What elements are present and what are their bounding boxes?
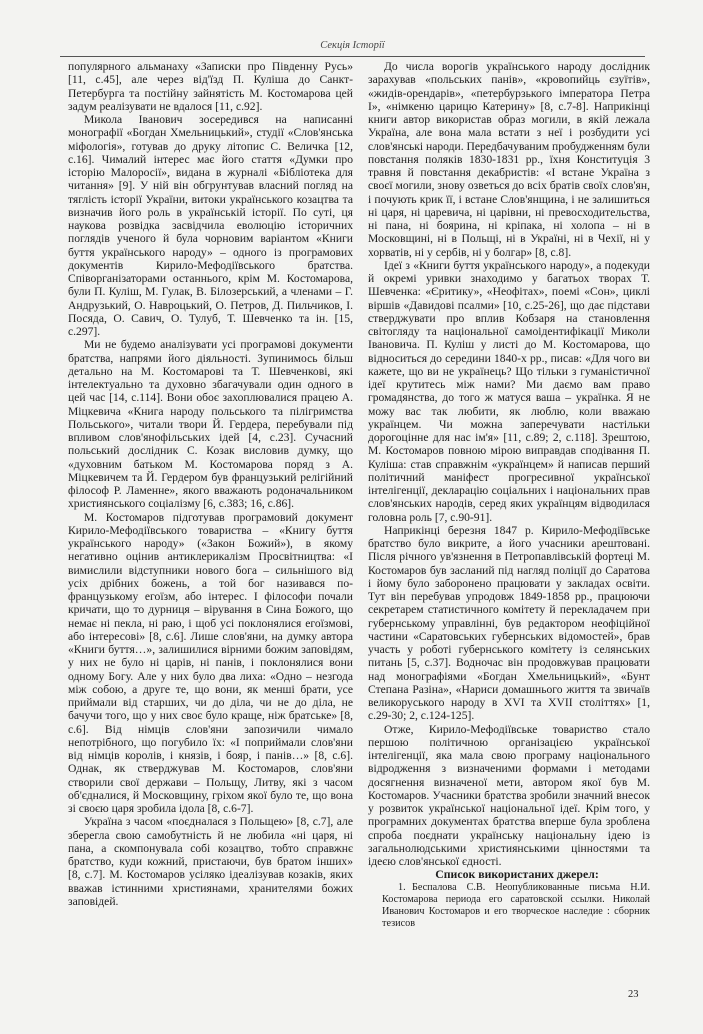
running-header: Секція Історії bbox=[320, 40, 385, 51]
reference-text: Беспалова С.В. Неопубликованные письма Н.И. Костомарова периода его саратовской ссылки. Николай Иванович Костомаров и его творческое наследие : сборник тезисов bbox=[382, 881, 650, 930]
paragraph: Наприкінці березня 1847 р. Кирило-Мефодіївське братство було викрите, а його учасники арештовані. Після річного ув'язнення в Петропавлівській фортеці М. Костомаров був засланий під нагляд поліції до Саратова і йому було заборонено працювати у закладах освіти. Тут він перебував упродовж 1849-1858 рр., працюючи секретарем статистичного комітету й перекладачем при губернському управлінні, був редактором неофіційної частини «Саратовських губернських відомостей», брав участь у роботі губернського комітету із селянських питань [5, с.37]. Водночас він продовжував працювати над монографіями «Богдан Хмельницький», «Бунт Степана Разіна», «Нариси домашнього життя та звичаїв великоруського народу в XVI та XVII століттях» [1, с.29-30; 2, с.124-125]. bbox=[368, 523, 650, 723]
paragraph: популярного альманаху «Записки про Південну Русь» [11, с.45], але через від'їзд П. Куліша до Санкт-Петербурга та постійну зайнятість М. Костомарова цей задум реалізувати не вдалося [11, с.92]. bbox=[68, 60, 353, 113]
paragraph: Україна з часом «поєдналася з Польщею» [8, с.7], але зберегла свою самобутність й не любила «ні царя, ні пана, а скомпонувала собі козацтво, тобто справжнє братство, куди кожний, пристаючи, був братом інших» [8, с.7]. М. Костомаров усіляко ідеалізував козаків, яких вважав істинними християнами, хранителями божих заповідей. bbox=[68, 815, 353, 908]
references-list bbox=[368, 882, 650, 931]
references-title: Список використаних джерел: bbox=[435, 867, 599, 882]
right-column-paragraphs bbox=[368, 60, 650, 868]
paragraph: Микола Іванович зосередився на написанні монографії «Богдан Хмельницький», студії «Слов'янська міфологія», готував до друку літопис С. Величка [12, с.16]. Чималий інтерес має його стаття «Думки про історію Малоросії», видана в журналі «Бібліотека для читання» [9]. У ній він обгрунтував власний погляд на тяглість історії України, витоки українського козацтва та визначив його роль в українській історії. По суті, ця наукова розвідка засвідчила еволюцію історичних поглядів ученого й була чорновим варіантом «Книги буття українського народу» – одного із програмових документів Кирило-Мефодіївського братства. Співорганізаторами останнього, крім М. Костомарова, були П. Куліш, М. Гулак, В. Білозерський, а членами – Г. Андрузький, О. Навроцький, О. Петров, Д. Пильчиков, І. Посяда, О. Савич, О. Тулуб, Т. Шевченко та ін. [15, с.297]. bbox=[68, 113, 353, 338]
header-rule bbox=[60, 56, 645, 57]
left-column bbox=[68, 60, 353, 908]
paragraph: Отже, Кирило-Мефодіївське товариство стало першою політичною організацією української інтелігенції, яка мала свою програму національного відродження з визначеними формами і методами досягнення визначеної мети, автором якої був М. Костомаров. Учасники братства зробили значний внесок у розвиток української національної ідеї. Крім того, у програмних документах братства вперше була зроблена спроба поєднати українську національну ідею із загальнолюдськими християнськими цінностями та ідеєю слов'янської єдності. bbox=[368, 722, 650, 868]
right-column bbox=[368, 60, 650, 931]
reference-item bbox=[368, 882, 650, 931]
paragraph: До числа ворогів українського народу дослідник зарахував «польських панів», «кровопийць єзуїтів», «жидів-орендарів», «петербурзького імператора Петра I», «німкеню царицю Катерину» [8, с.7-8]. Наприкінці книги автор використав образ могили, в якій лежала Україна, але вона мала встати з неї і розбудити усі слов'янські народи. Передбачуваним пробудженням були повстання поляків 1830-1831 рр., їхня Конституція 3 травня й повстання декабристів: «І встане Україна з своєї могили, знову озветься до всіх братів своїх слов'ян, і почують крик її, і встане Слов'янщина, і не залишиться ні царя, ні царевича, ні царівни, ні превосходительства, ні пана, ні боярина, ні кріпака, ні холопа – ні в Московщині, ні в Польщі, ні в Україні, ні в Чехії, ні у хорватів, ні у сербів, ні у болгар» [8, с.8]. bbox=[368, 60, 650, 259]
paragraph: Ми не будемо аналізувати усі програмові документи братства, напрями його діяльності. Зупинимось більш детально на М. Костомарові та Т. Шевченкові, які інтелектуально та духовно збагачували один одного в цей час [14, с.114]. Вони обоє захоплювалися працею А. Міцкевича «Книга народу польського та пілігримства Польського», читали твори Й. Гердера, перебували під впливом слов'янофільських ідей [4, с.23]. Сучасний польський дослідник С. Козак висловив думку, що «духовним батьком М. Костомарова поряд з А. Міцкевичем та Й. Гердером був французький релігійний філософ Р. Ламенне», якого вважають родоначальником християнського соціалізму [6, с.383; 16, с.86]. bbox=[68, 338, 353, 511]
paragraph: Ідеї з «Книги буття українського народу», а подекуди й окремі уривки знаходимо у багатьох творах Т. Шевченка: «Єритику», «Неофітах», поемі «Сон», циклі віршів «Давидові псалми» [10, с.25-26], що дає підстави стверджувати про вплив Кобзаря на становлення світогляду та національної самоідентифікації Миколи Івановича. П. Куліш у листі до М. Костомарова, що відноситься до середини 1840-х рр., писав: «Для чого ви кажете, що ви не українець? Що тільки з гуманістичної ідеї крутитесь між нами? Ми даємо вам право громадянства, до того ж матуся ваша – українка. Я не можу вас так любити, як люблю, коли вважаю українцем. Чи можна заперечувати настільки дорогоцінне для нас ім'я» [11, с.89; 2, с.118]. Зрештою, М. Костомаров повною мірою виправдав сподівання П. Куліша: став справжнім «українцем» й написав перший політичний маніфест прогресивної української інтелігенції, декларацію соціальних і національних прав слов'янських народів, серед яких українцям відводилася головна роль [7, с.90-91]. bbox=[368, 258, 650, 524]
paragraph: М. Костомаров підготував програмовий документ Кирило-Мефодіївського товариства – «Книгу буття українського народу» («Закон Божий»), в якому негативно оцінив антиклерикалізм Просвітництва: «І вимислили відступники нового бога – сильнішого від усіх дрібних божень, а той бог називався по-французькому егоїзм, або інтерес. І філософи почали кричати, що то дурниця – вірування в Сина Божого, що немає ні пекла, ні раю, і щоб усі поклонялися егоїзмові, або інтересові» [8, с.6]. Лише слов'яни, на думку автора «Книги буття…», залишилися вірними божим заповідям, у них не було ні царів, ні панів, і поклонялися вони одному Богу. Але у них було два лиха: «Одно – незгода між собою, а друге те, що вони, як менші брати, усе приймали від старших, чи до діла, чи не до діла, не бачучи того, що у них своє було краще, ніж братське» [8, с.6]. Від німців слов'яни запозичили чимало непотрібного, що погубило їх: «І поприймали слов'яни від німців королів, і князів, і бояр, і панів…» [8, с.6]. Однак, як стверджував М. Костомаров, слов'яни створили свої держави – Польщу, Литву, які з часом об'єдналися, й Московщину, гріхом якої було те, що вона зі своєю царя зробила ідола [8, с.6-7]. bbox=[68, 510, 353, 815]
reference-number: 1. bbox=[398, 881, 406, 893]
page-number: 23 bbox=[628, 989, 639, 1000]
